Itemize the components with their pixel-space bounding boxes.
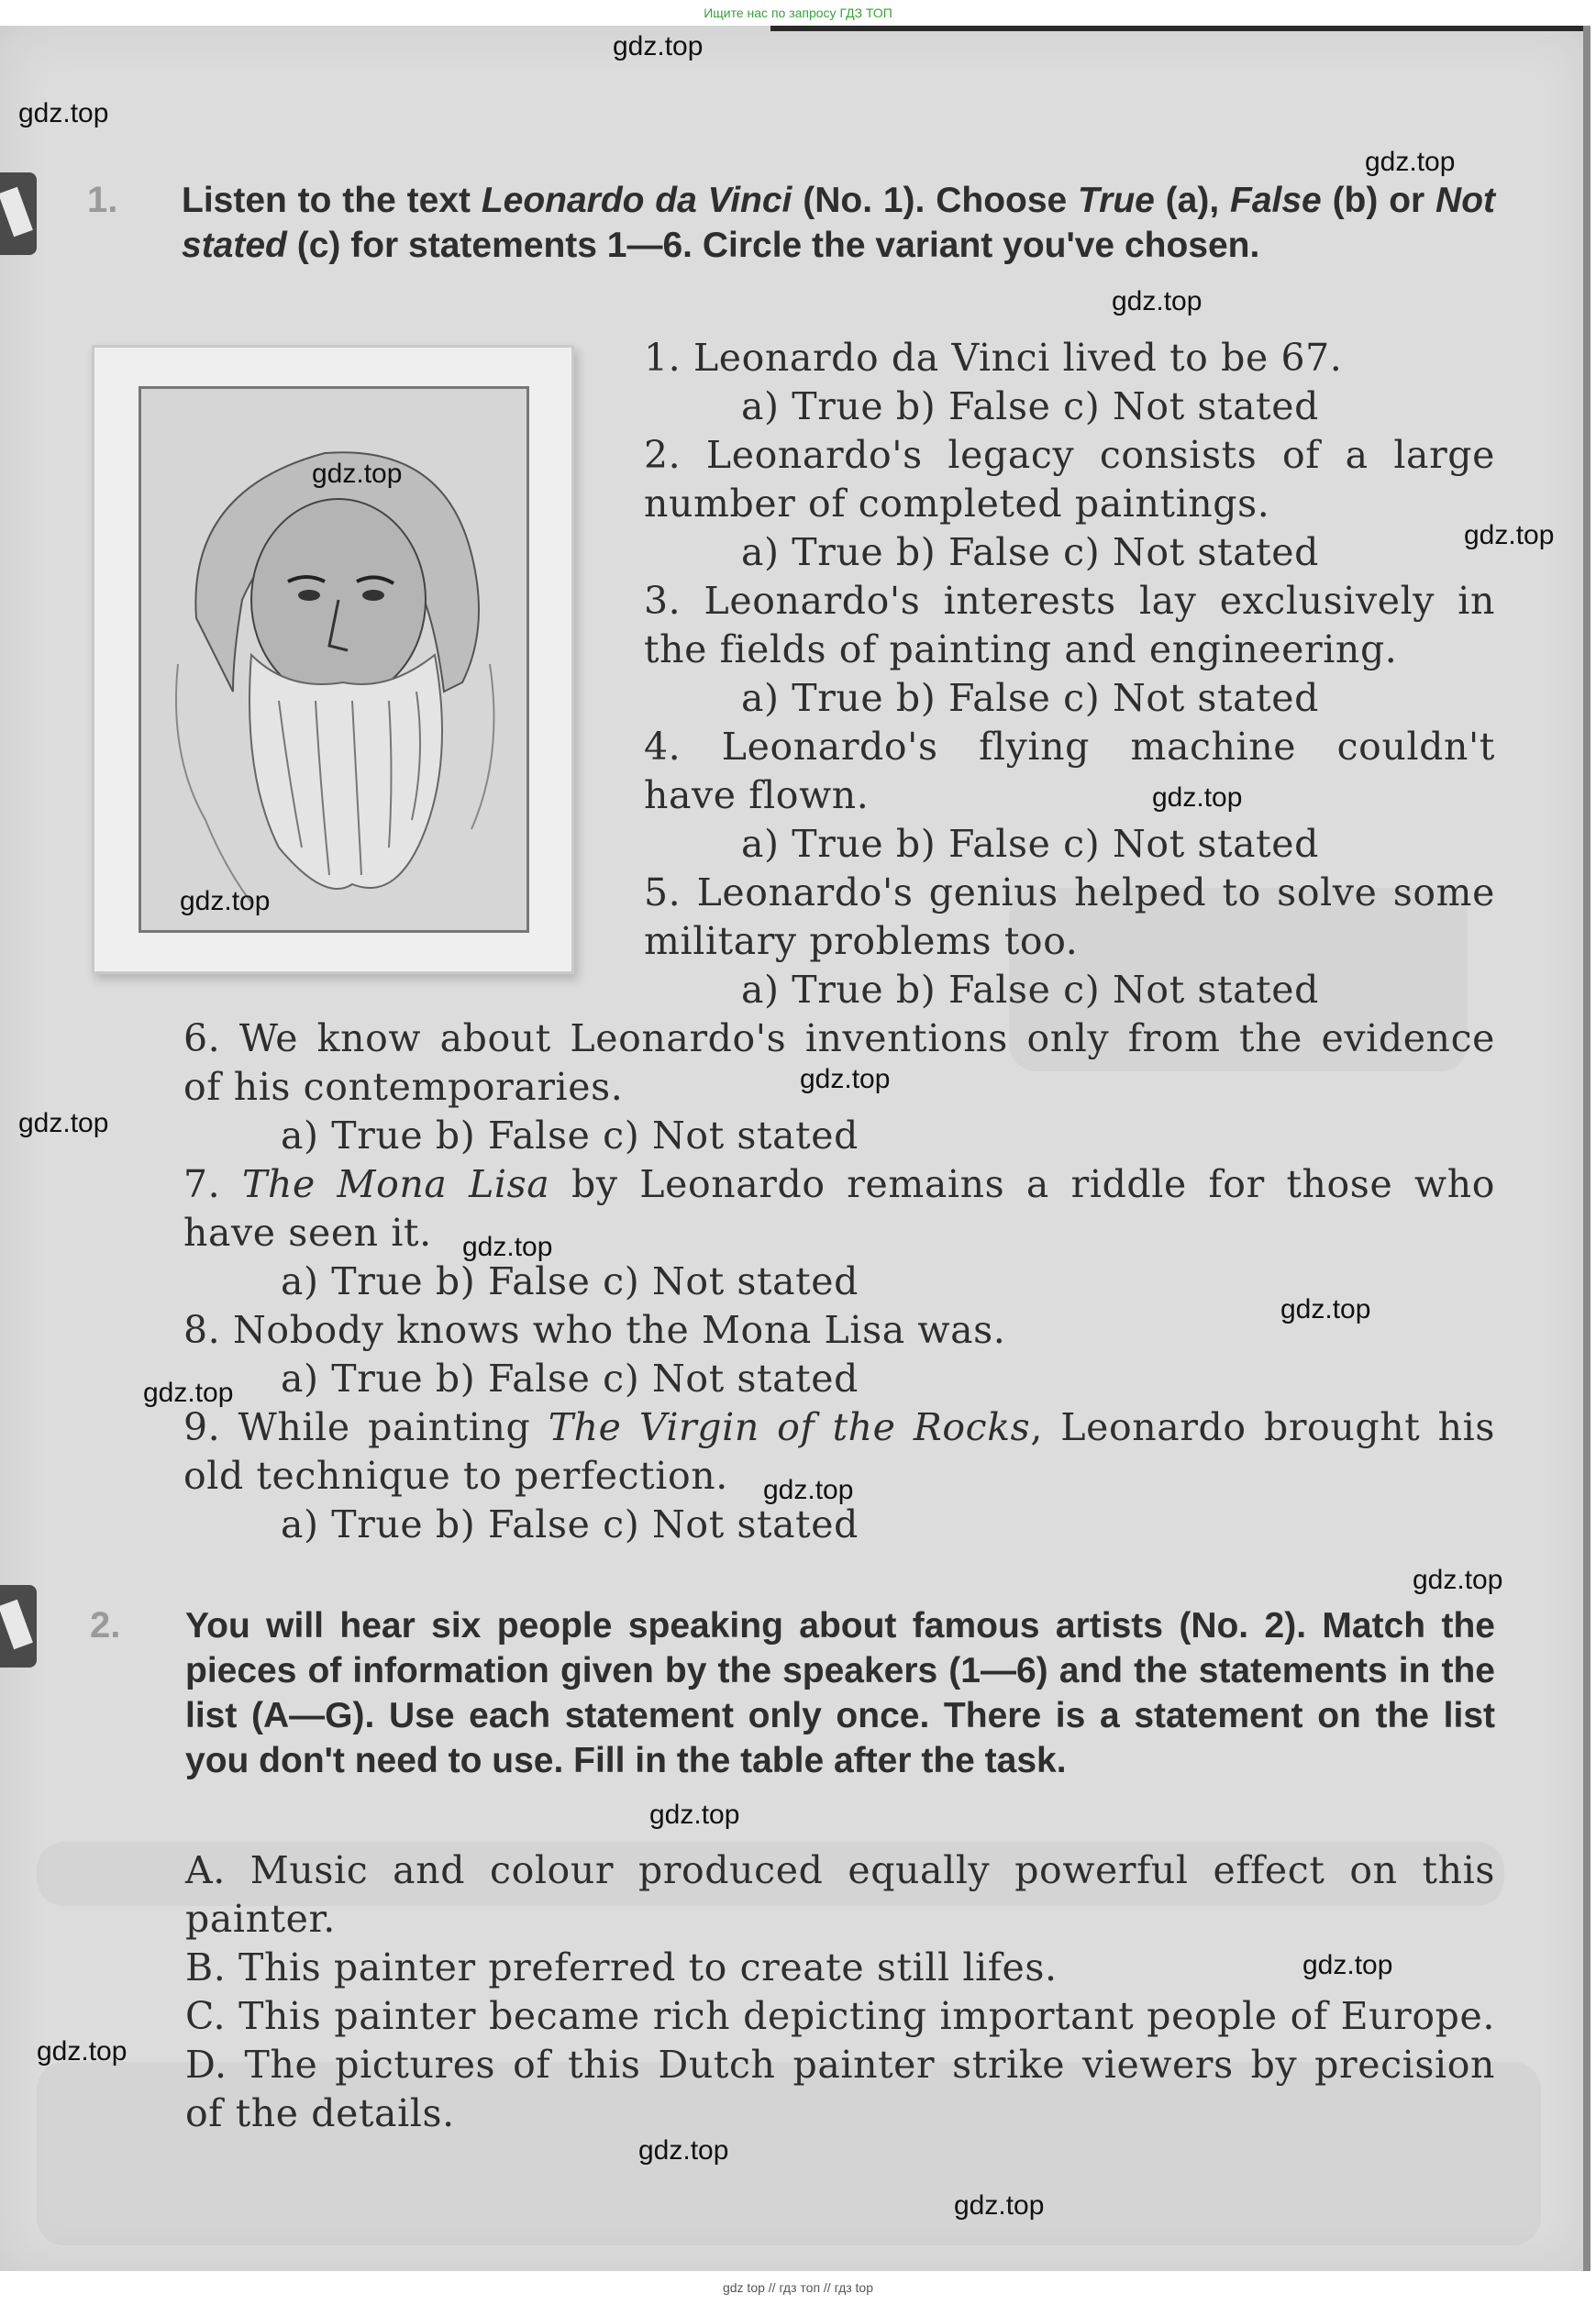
statement-7: 7. The Mona Lisa by Leonardo remains a riddle for those who [183, 1162, 1495, 1206]
options-7: a) True b) False c) Not stated [281, 1259, 859, 1303]
statement-6: 6. We know about Leonardo's inventions only from the evidence [183, 1016, 1495, 1060]
watermark: gdz.top [18, 98, 109, 128]
statement-2-cont: number of completed paintings. [644, 482, 1270, 526]
page-edge [770, 26, 1590, 31]
options-5: a) True b) False c) Not stated [741, 968, 1319, 1012]
statement-4-cont: have flown. [644, 773, 870, 817]
watermark: gdz.top [180, 886, 271, 916]
top-banner: Ищите нас по запросу ГДЗ ТОП [704, 6, 892, 20]
watermark: gdz.top [312, 459, 403, 489]
watermark: gdz.top [613, 31, 704, 61]
watermark: gdz.top [954, 2190, 1045, 2221]
statement-3-cont: the fields of painting and engineering. [644, 627, 1398, 671]
options-9: a) True b) False c) Not stated [281, 1502, 859, 1546]
watermark: gdz.top [1365, 147, 1456, 177]
statement-1: 1. Leonardo da Vinci lived to be 67. [644, 336, 1343, 380]
options-1: a) True b) False c) Not stated [741, 384, 1319, 428]
statement-9: 9. While painting The Virgin of the Rocks, Leonardo brought his [183, 1405, 1495, 1449]
statement-d-cont: of the details. [185, 2091, 455, 2135]
options-6: a) True b) False c) Not stated [281, 1114, 859, 1158]
task-instruction: Listen to the text Leonardo da Vinci (No. 1). Choose True (a), False (b) or Not stated (c) for statements 1—6. Circle the variant you've chosen. [182, 181, 1496, 265]
portrait-frame [92, 345, 574, 974]
watermark: gdz.top [18, 1108, 109, 1138]
options-2: a) True b) False c) Not stated [741, 530, 1319, 574]
listen-icon [0, 172, 37, 255]
options-3: a) True b) False c) Not stated [741, 676, 1319, 720]
statement-c: C. This painter became rich depicting important people of Europe. [185, 1994, 1495, 2038]
statement-6-cont: of his contemporaries. [183, 1065, 624, 1109]
statement-2: 2. Leonardo's legacy consists of a large [644, 433, 1495, 477]
watermark: gdz.top [143, 1378, 234, 1408]
watermark: gdz.top [1464, 520, 1555, 550]
task-number: 2. [90, 1605, 121, 1646]
statement-b: B. This painter preferred to create still lifes. [185, 1945, 1058, 1989]
watermark: gdz.top [462, 1232, 553, 1262]
statement-3: 3. Leonardo's interests lay exclusively in [644, 579, 1495, 623]
task-number: 1. [87, 180, 118, 220]
watermark: gdz.top [800, 1064, 891, 1094]
watermark: gdz.top [1413, 1565, 1503, 1595]
watermark: gdz.top [763, 1475, 854, 1505]
watermark: gdz.top [1152, 782, 1243, 813]
statement-d: D. The pictures of this Dutch painter strike viewers by precision [185, 2043, 1495, 2087]
statement-5: 5. Leonardo's genius helped to solve some [644, 870, 1495, 914]
task-instruction: You will hear six people speaking about famous artists (No. 2). Match the pieces of information given by the speakers (1—6) and the statements in the list (A—G). Use each statement only once. There is a statement on the list you don't need to use. Fill in the table after the task. [185, 1606, 1495, 1780]
watermark: gdz.top [1280, 1294, 1371, 1324]
statement-7-cont: have seen it. [183, 1211, 432, 1255]
watermark: gdz.top [37, 2036, 127, 2067]
options-4: a) True b) False c) Not stated [741, 822, 1319, 866]
watermark: gdz.top [1302, 1950, 1393, 1980]
statement-a-cont: painter. [185, 1897, 336, 1941]
statement-8: 8. Nobody knows who the Mona Lisa was. [183, 1308, 1006, 1352]
watermark: gdz.top [649, 1800, 740, 1830]
bottom-banner: gdz top // гдз топ // гдз top [722, 2280, 874, 2295]
page-right-border [1583, 26, 1590, 2271]
watermark: gdz.top [1112, 286, 1203, 316]
textbook-page [0, 26, 1590, 2271]
listen-icon [0, 1585, 37, 1668]
statement-a: A. Music and colour produced equally powerful effect on this [185, 1848, 1495, 1892]
watermark: gdz.top [638, 2135, 729, 2166]
statement-4: 4. Leonardo's flying machine couldn't [644, 725, 1495, 769]
options-8: a) True b) False c) Not stated [281, 1357, 859, 1401]
statement-9-cont: old technique to perfection. [183, 1454, 728, 1498]
statement-5-cont: military problems too. [644, 919, 1079, 963]
